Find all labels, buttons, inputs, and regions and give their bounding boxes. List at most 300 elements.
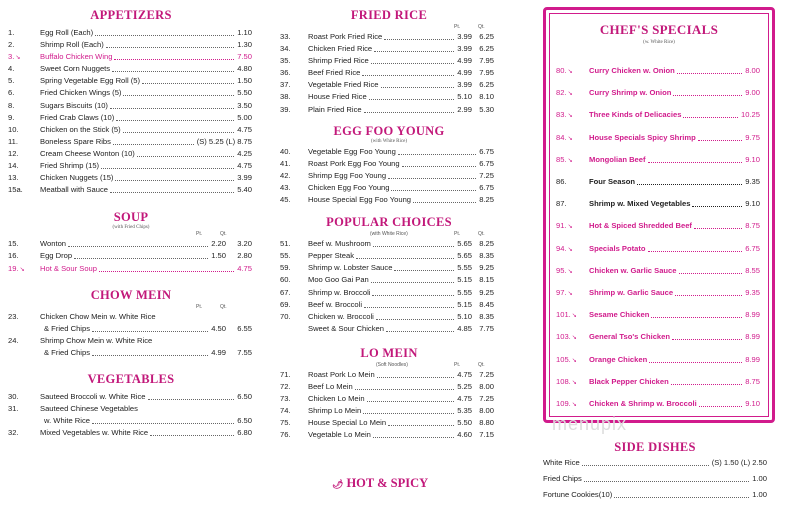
leader-dots (381, 87, 455, 88)
item-name: House Special Lo Mein (308, 418, 387, 428)
item-number: 86. (556, 177, 567, 186)
lo-mein-header: (Soft Noodles) Pt. Qt. (376, 361, 485, 368)
item-price: 9.10 (745, 399, 760, 408)
pepper-icon: ↘ (15, 55, 21, 62)
leader-dots (68, 246, 208, 247)
pepper-icon: ↘ (567, 268, 573, 275)
item-price-quart: 8.25 (479, 239, 494, 249)
item-number: 15. (8, 239, 19, 249)
item-price: 6.75 (745, 243, 760, 253)
item-number: 76. (280, 430, 291, 440)
item-number: 3.↘ (8, 52, 21, 62)
menu-item (270, 159, 508, 171)
chef-special-item (546, 155, 772, 167)
menu-item (0, 392, 262, 404)
item-name: Sweet & Sour Chicken (308, 323, 384, 333)
item-name: Meatball with Sauce (40, 185, 108, 195)
menu-item (0, 64, 262, 76)
leader-dots (356, 258, 454, 259)
item-name: Cream Cheese Wonton (10) (40, 148, 135, 158)
item-name: Boneless Spare Ribs (40, 136, 111, 146)
leader-dots (376, 319, 454, 320)
menu-item (0, 113, 262, 125)
item-price-quart: 5.30 (479, 104, 494, 114)
leader-dots (110, 192, 234, 193)
chef-special-item (546, 177, 772, 189)
item-price-pint: 5.65 (457, 251, 472, 261)
menu-item (0, 239, 262, 251)
leader-dots (372, 295, 454, 296)
item-name: Chicken & Shrimp w. Broccoli (589, 399, 697, 408)
item-number: 85.↘ (556, 154, 573, 164)
item-name: House Specials Spicy Shrimp (589, 132, 696, 142)
chef-special-item (546, 221, 772, 233)
leader-dots (95, 35, 234, 36)
leader-dots (115, 180, 234, 181)
item-number: 108.↘ (556, 376, 577, 386)
menu-item (270, 382, 508, 394)
lo-mein-list (270, 370, 508, 443)
item-number: 15a. (8, 185, 23, 195)
item-name: Sugars Biscuits (10) (40, 100, 108, 110)
chow-mein-title: CHOW MEIN (90, 287, 172, 302)
item-name: Chicken w. Garlic Sauce (589, 265, 677, 275)
leader-dots (363, 413, 454, 414)
menu-item (270, 370, 508, 382)
item-price-pint: 4.75 (457, 369, 472, 379)
item-number: 16. (8, 251, 19, 261)
item-name: Shrimp w. Garlic Sauce (589, 288, 674, 297)
item-number: 38. (280, 92, 291, 102)
item-number: 34. (280, 44, 291, 54)
menu-item (0, 101, 262, 113)
item-price-quart: 7.15 (479, 430, 494, 440)
item-number: 24. (8, 335, 19, 345)
menu-item (270, 239, 508, 251)
menu-item (270, 312, 508, 324)
item-name: Roast Pork Egg Foo Young (308, 158, 400, 168)
item-number: 101.↘ (556, 310, 577, 320)
item-price: 1.50 (237, 76, 252, 86)
item-price: 6.75 (479, 182, 494, 192)
item-number: 2. (8, 40, 15, 50)
item-price-pint: 5.65 (457, 239, 472, 249)
item-name: w. White Rice (44, 416, 90, 426)
soup-list (0, 239, 262, 275)
item-number: 67. (280, 287, 291, 297)
item-price-pint: 2.99 (457, 104, 472, 114)
leader-dots (123, 132, 235, 133)
leader-dots (364, 112, 455, 113)
menu-item (0, 404, 262, 416)
leader-dots (679, 273, 743, 274)
item-name: Sauteed Broccoli w. White Rice (40, 391, 146, 401)
menu-item (270, 56, 508, 68)
chef-special-item (546, 133, 772, 145)
popular-choices-title: POPULAR CHOICES (326, 215, 452, 230)
item-price-quart: 7.95 (479, 68, 494, 78)
item-number: 36. (280, 68, 291, 78)
item-number: 35. (280, 56, 291, 66)
item-price: 1.30 (237, 40, 252, 50)
item-number: 42. (280, 170, 291, 180)
item-price: (S) 5.25 (L) 8.75 (196, 136, 252, 146)
item-number: 23. (8, 311, 19, 321)
leader-dots (367, 401, 455, 402)
item-price-quart: 7.25 (479, 369, 494, 379)
item-price-pint: 5.35 (457, 406, 472, 416)
item-price-quart: 3.20 (237, 239, 252, 249)
side-dishes-title: SIDE DISHES (614, 440, 696, 454)
chef-special-item (546, 266, 772, 278)
item-price: 1.00 (752, 474, 767, 483)
item-price: 5.00 (237, 112, 252, 122)
item-price: 8.99 (745, 354, 760, 364)
menu-item (270, 171, 508, 183)
item-price-quart: 4.75 (237, 263, 252, 273)
menu-item (270, 147, 508, 159)
item-number: 11. (8, 136, 18, 146)
item-price-pint: 3.99 (457, 80, 472, 90)
pepper-icon: ↘ (567, 157, 573, 164)
item-name: Sauteed Chinese Vegetables (40, 404, 138, 414)
item-number: 37. (280, 80, 291, 90)
menu-item (270, 44, 508, 56)
item-price-quart: 7.25 (479, 394, 494, 404)
item-name: Fortune Cookies(10) (543, 490, 613, 499)
leader-dots (398, 154, 476, 155)
item-name: Beef w. Broccoli (308, 299, 363, 309)
menu-item (270, 430, 508, 442)
chef-special-item (546, 288, 772, 300)
menu-item (0, 312, 262, 324)
item-number: 51. (280, 239, 291, 249)
fried-rice-list (270, 32, 508, 117)
leader-dots (92, 423, 234, 424)
item-name: Wonton (40, 239, 67, 249)
item-number: 60. (280, 275, 291, 285)
item-name: Roast Pork Lo Mein (308, 369, 375, 379)
menu-item (0, 185, 262, 197)
item-name: Beef Fried Rice (308, 68, 361, 78)
item-name: Chicken on the Stick (5) (40, 124, 121, 134)
pepper-icon: ↘ (567, 113, 573, 120)
item-number: 69. (280, 299, 291, 309)
item-number: 41. (280, 158, 291, 168)
side-dish-item (543, 490, 767, 502)
menu-item (0, 161, 262, 173)
soup-title: SOUP (113, 210, 149, 225)
item-name: Shrimp w. Lobster Sauce (308, 263, 393, 273)
item-number: 94.↘ (556, 243, 573, 253)
leader-dots (402, 166, 477, 167)
item-price-pint: 4.99 (457, 68, 472, 78)
item-price-quart: 8.00 (479, 406, 494, 416)
popular-choices-list (270, 239, 508, 336)
pepper-icon: ↘ (567, 291, 573, 297)
item-number: 4. (8, 64, 15, 74)
item-number: 30. (8, 391, 19, 401)
item-number: 71. (280, 369, 291, 379)
menu-item (270, 300, 508, 312)
item-name: Chicken Chow Mein w. White Rice (40, 311, 156, 321)
item-number: 32. (8, 428, 19, 438)
item-name: & Fried Chips (44, 323, 91, 333)
pepper-icon: ↘ (571, 335, 577, 342)
menu-item (270, 80, 508, 92)
item-price-pint: 5.10 (457, 92, 472, 102)
item-number: 70. (280, 311, 291, 321)
menu-item (270, 288, 508, 300)
item-name: Fried Crab Claws (10) (40, 112, 115, 122)
item-number: 13. (8, 173, 19, 183)
leader-dots (99, 271, 234, 272)
fried-rice-title: FRIED RICE (350, 8, 428, 22)
vegetables-list (0, 392, 262, 440)
item-number: 8. (8, 100, 15, 110)
item-name: Shrimp Lo Mein (308, 406, 362, 416)
menu-item (270, 324, 508, 336)
item-price: 8.75 (745, 376, 760, 386)
item-name: Hot & Spiced Shredded Beef (589, 221, 692, 231)
menu-item (0, 137, 262, 149)
vegetables-title: VEGETABLES (87, 371, 175, 386)
item-price-quart: 7.95 (479, 56, 494, 66)
leader-dots (649, 362, 742, 363)
leader-dots (413, 202, 476, 203)
menu-item (0, 416, 262, 428)
item-price: 6.50 (237, 391, 252, 401)
menu-item (0, 428, 262, 440)
leader-dots (582, 465, 709, 466)
column-left (0, 0, 262, 440)
item-price: 9.10 (745, 199, 760, 209)
menu-item (270, 275, 508, 287)
item-name: Fried Shrimp (15) (40, 161, 100, 171)
item-price: 1.10 (237, 28, 252, 37)
item-price-quart: 7.75 (479, 323, 494, 333)
item-number: 9. (8, 112, 15, 122)
item-price-pint: 5.15 (457, 275, 472, 285)
item-price-pint: 5.55 (457, 263, 472, 273)
item-number: 91.↘ (556, 221, 573, 231)
leader-dots (137, 156, 234, 157)
item-name: Sesame Chicken (589, 310, 650, 320)
leader-dots (364, 307, 454, 308)
item-number: 84.↘ (556, 132, 573, 142)
appetizers-title: APPETIZERS (90, 8, 172, 22)
chef-special-item (546, 332, 772, 344)
item-name: Three Kinds of Delicacies (589, 110, 682, 120)
item-name: Specials Potato (589, 243, 646, 253)
leader-dots (355, 389, 454, 390)
item-price-pint: 5.10 (457, 311, 472, 321)
item-name: Buffalo Chicken Wing (40, 52, 113, 62)
item-price-quart: 6.25 (479, 44, 494, 54)
item-name: Beef Lo Mein (308, 381, 353, 391)
pepper-icon: ↘ (19, 266, 25, 273)
item-name: Plain Fried Rice (308, 104, 362, 114)
item-number: 31. (8, 404, 19, 414)
item-price-pint: 2.20 (211, 239, 226, 249)
item-number: 74. (280, 406, 291, 416)
item-number: 109.↘ (556, 399, 577, 408)
menu-item (0, 149, 262, 161)
item-name: Chicken Egg Foo Young (308, 182, 390, 192)
item-name: Pepper Steak (308, 251, 355, 261)
leader-dots (112, 71, 234, 72)
menu-item (270, 251, 508, 263)
leader-dots (101, 168, 234, 169)
leader-dots (677, 73, 742, 74)
item-price: 6.80 (237, 428, 252, 438)
leader-dots (150, 435, 234, 436)
leader-dots (675, 295, 742, 296)
leader-dots (74, 258, 208, 259)
menu-item (0, 88, 262, 100)
leader-dots (648, 162, 743, 163)
item-name: & Fried Chips (44, 347, 91, 357)
leader-dots (384, 39, 454, 40)
leader-dots (92, 355, 208, 356)
item-name: Shrimp w. Broccoli (308, 287, 371, 297)
item-number: 40. (280, 146, 291, 156)
menu-item (0, 348, 262, 360)
menu-item (0, 324, 262, 336)
leader-dots (386, 331, 454, 332)
item-price: 4.75 (237, 124, 252, 134)
item-price-pint: 4.99 (457, 56, 472, 66)
item-name: General Tso's Chicken (589, 332, 671, 342)
leader-dots (116, 120, 234, 121)
chefs-specials-box (543, 7, 775, 423)
menu-item (0, 40, 262, 52)
watermark: menupix (552, 414, 628, 434)
chef-special-item (546, 377, 772, 389)
leader-dots (142, 83, 234, 84)
pepper-icon: ↘ (571, 313, 577, 320)
item-number: 14. (8, 161, 19, 171)
item-name: White Rice (543, 458, 580, 467)
leader-dots (369, 99, 455, 100)
item-name: Sweet Corn Nuggets (40, 64, 111, 74)
leader-dots (123, 95, 234, 96)
item-name: Four Season (589, 177, 635, 186)
hot-spicy-title: 🌶 HOT & SPICY (332, 476, 429, 490)
item-name: Shrimp w. Mixed Vegetables (589, 199, 691, 209)
egg-foo-young-title: EGG FOO YOUNG (333, 123, 445, 138)
item-name: Shrimp Roll (Each) (40, 40, 104, 50)
item-number: 12. (8, 148, 19, 158)
column-middle (270, 0, 508, 442)
item-price-pint: 5.15 (457, 299, 472, 309)
item-price-quart: 6.25 (479, 80, 494, 90)
item-price-pint: 5.25 (457, 381, 472, 391)
item-number: 75. (280, 418, 291, 428)
item-number: 103.↘ (556, 332, 577, 342)
item-name: Roast Pork Fried Rice (308, 32, 383, 41)
item-number: 5. (8, 76, 15, 86)
item-price-quart: 6.25 (479, 32, 494, 41)
leader-dots (371, 63, 454, 64)
chow-mein-list (0, 312, 262, 360)
leader-dots (113, 144, 194, 145)
item-name: Orange Chicken (589, 354, 648, 364)
leader-dots (362, 75, 454, 76)
item-number: 95.↘ (556, 265, 573, 275)
item-name: Curry Chicken w. Onion (589, 66, 675, 75)
item-number: 72. (280, 381, 291, 391)
item-price: 8.99 (745, 310, 760, 320)
item-number: 43. (280, 182, 291, 192)
menu-item (270, 105, 508, 117)
item-name: Chicken w. Broccoli (308, 311, 374, 321)
item-price-pint: 4.85 (457, 323, 472, 333)
item-price: 9.35 (745, 288, 760, 297)
menu-item (0, 125, 262, 137)
item-name: Beef w. Mushroom (308, 239, 371, 249)
pepper-icon: ↘ (571, 357, 577, 364)
leader-dots (699, 406, 742, 407)
item-price-pint: 4.99 (211, 347, 226, 357)
item-price: 4.80 (237, 64, 252, 74)
item-price: (S) 1.50 (L) 2.50 (711, 458, 767, 467)
item-price-quart: 8.15 (479, 275, 494, 285)
leader-dots (648, 251, 743, 252)
item-name: House Fried Rice (308, 92, 367, 102)
item-name: Vegetable Egg Foo Young (308, 146, 396, 156)
item-price-quart: 9.25 (479, 263, 494, 273)
item-price-pint: 5.55 (457, 287, 472, 297)
item-number: 59. (280, 263, 291, 273)
item-price: 9.35 (745, 177, 760, 186)
item-number: 83.↘ (556, 110, 573, 120)
item-number: 33. (280, 32, 291, 41)
item-price-quart: 7.55 (237, 347, 252, 357)
menu-item (0, 264, 262, 276)
leader-dots (388, 178, 476, 179)
leader-dots (698, 140, 742, 141)
item-price: 4.25 (237, 148, 252, 158)
item-name: Egg Roll (Each) (40, 28, 94, 37)
item-price-quart: 8.80 (479, 418, 494, 428)
item-name: Chicken Nuggets (15) (40, 173, 114, 183)
item-name: Fried Chicken Wings (5) (40, 88, 122, 98)
egg-foo-young-note: (with White Rice) (370, 138, 407, 144)
item-price: 4.75 (237, 161, 252, 171)
item-number: 1. (8, 28, 15, 37)
egg-foo-young-list (270, 147, 508, 207)
leader-dots (371, 282, 454, 283)
leader-dots (114, 59, 234, 60)
fried-rice-header: Pt. Qt. (454, 24, 485, 30)
chef-special-item (546, 66, 772, 78)
pepper-icon: ↘ (571, 379, 577, 386)
item-price: 3.99 (237, 173, 252, 183)
leader-dots (672, 339, 742, 340)
item-price-quart: 8.45 (479, 299, 494, 309)
item-price-pint: 5.50 (457, 418, 472, 428)
menu-item (0, 52, 262, 64)
pepper-icon: ↘ (571, 402, 577, 408)
item-price-pint: 4.75 (457, 394, 472, 404)
pepper-icon: 🌶 (332, 479, 344, 489)
item-price-pint: 3.99 (457, 32, 472, 41)
menu-item (0, 28, 262, 40)
menu-item (270, 406, 508, 418)
leader-dots (92, 331, 208, 332)
item-name: Mongolian Beef (589, 154, 646, 164)
